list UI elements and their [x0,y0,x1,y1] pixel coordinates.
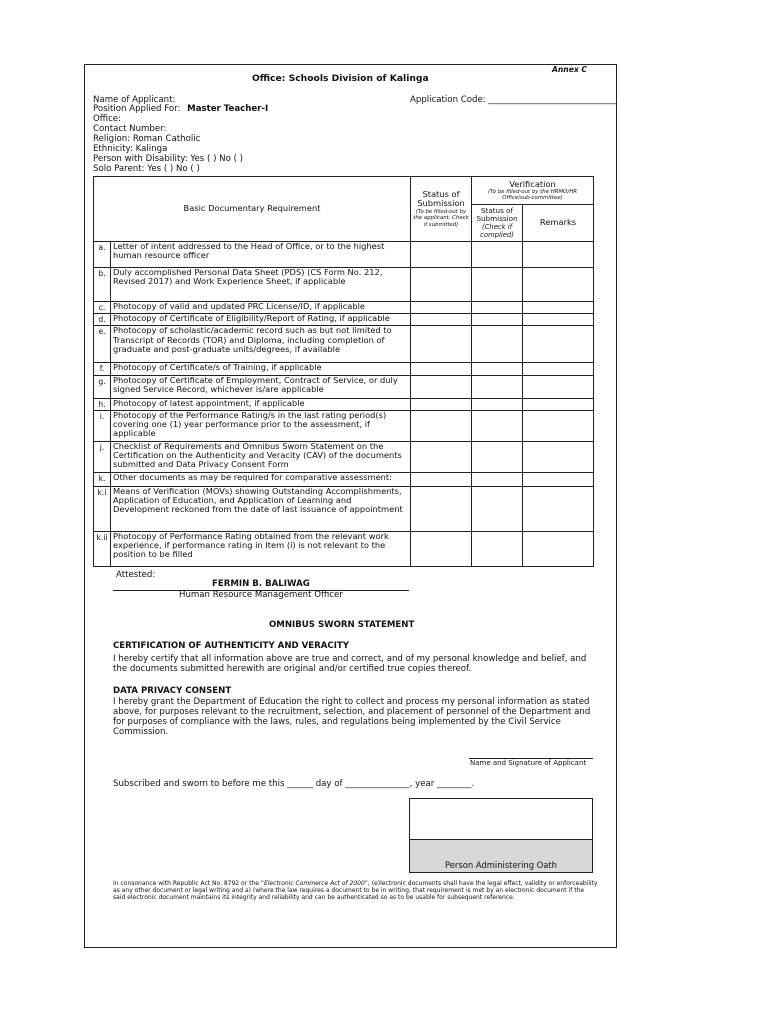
header-verification: Verification [509,178,556,189]
solo-parent-line: Solo Parent: Yes ( ) No ( ) [93,164,200,174]
requirement-letter: f. [94,363,111,375]
requirement-row [94,531,594,566]
requirement-row [94,410,594,441]
requirement-row [94,441,594,472]
attested-name: FERMIN B. BALIWAG [212,579,310,589]
verification-checkbox-cell[interactable] [472,302,523,314]
attested-label: Attested: [116,570,156,580]
remarks-cell[interactable] [523,268,594,302]
requirement-row [94,472,594,486]
header-verif-status: Status of Submission [476,206,518,223]
requirement-letter: g. [94,375,111,398]
status-checkbox-cell[interactable] [411,531,472,566]
requirements-body [94,242,594,567]
requirement-row [94,326,594,363]
remarks-cell[interactable] [523,375,594,398]
status-checkbox-cell[interactable] [411,375,472,398]
verification-checkbox-cell[interactable] [472,326,523,363]
footnote-suffix: ”, (e)lectronic documents shall have the legal effect, validity or enforceability as any other document or legal writing and a) (where the law requires a document to be in writing, that requirement is met by an electronic document if the said electronic document maintains its integrity and reliability and can be authenticated so as to be usable for subsequent reference. [113,880,598,902]
applicant-name-label: Name of Applicant: [93,95,176,105]
requirement-letter: c. [94,302,111,314]
ethnicity-line: Ethnicity: Kalinga [93,144,168,154]
requirement-letter: j. [94,441,111,472]
requirement-text: Checklist of Requirements and Omnibus Sworn Statement on the Certification on the Authenticity and Veracity (CAV) of the documents submitted and Data Privacy Consent Form [111,441,411,472]
pwd-line: Person with Disability: Yes ( ) No ( ) [93,154,244,164]
contact-label: Contact Number: [93,124,167,134]
requirement-letter: k.ii [94,531,111,566]
verification-checkbox-cell[interactable] [472,410,523,441]
status-checkbox-cell[interactable] [411,441,472,472]
status-checkbox-cell[interactable] [411,242,472,268]
remarks-cell[interactable] [523,398,594,410]
oath-label: Person Administering Oath [445,860,557,870]
remarks-cell[interactable] [523,410,594,441]
header-verif-status-note: (Check if complied) [480,223,514,239]
requirement-text: Photocopy of Certificate of Eligibility/Report of Rating, if applicable [111,314,411,326]
status-checkbox-cell[interactable] [411,314,472,326]
remarks-cell[interactable] [523,486,594,531]
requirement-text: Photocopy of Performance Rating obtained from the relevant work experience, if performance rating in Item (i) is not relevant to the position to be filled [111,531,411,566]
requirement-row [94,302,594,314]
requirement-text: Other documents as may be required for comparative assessment: [111,472,411,486]
header-remarks: Remarks [523,205,594,242]
header-verification-cell [472,177,594,205]
requirement-text: Photocopy of latest appointment, if applicable [111,398,411,410]
office-title: Office: Schools Division of Kalinga [252,73,429,84]
requirement-row [94,314,594,326]
status-checkbox-cell[interactable] [411,398,472,410]
requirement-letter: k.i [94,486,111,531]
office-label: Office: [93,114,121,124]
remarks-cell[interactable] [523,531,594,566]
requirement-letter: h. [94,398,111,410]
remarks-cell[interactable] [523,314,594,326]
remarks-cell[interactable] [523,326,594,363]
requirement-text: Photocopy of Certificate of Employment, Contract of Service, or duly signed Service Record, whichever is/are applicable [111,375,411,398]
status-checkbox-cell[interactable] [411,302,472,314]
header-status-note: (To be filled-out by the applicant. Check if submitted) [413,208,469,228]
position-applied [93,104,268,114]
requirement-row [94,375,594,398]
remarks-cell[interactable] [523,472,594,486]
verification-checkbox-cell[interactable] [472,242,523,268]
requirement-letter: e. [94,326,111,363]
footnote [113,880,598,902]
application-code: Application Code: ______________________________ [410,95,618,105]
verification-checkbox-cell[interactable] [472,472,523,486]
privacy-heading: DATA PRIVACY CONSENT [113,686,232,696]
verification-checkbox-cell[interactable] [472,375,523,398]
header-status-cell [411,177,472,242]
status-checkbox-cell[interactable] [411,326,472,363]
annex-label: Annex C [552,65,587,74]
requirement-text: Means of Verification (MOVs) showing Outstanding Accomplishments, Application of Education, and Application of Learning and Development reckoned from the date of last issuance of appointment [111,486,411,531]
position-value: Master Teacher-I [187,104,269,114]
status-checkbox-cell[interactable] [411,268,472,302]
religion-line: Religion: Roman Catholic [93,134,201,144]
status-checkbox-cell[interactable] [411,472,472,486]
status-checkbox-cell[interactable] [411,363,472,375]
oath-box-label-area [410,839,592,872]
privacy-text: I hereby grant the Department of Education the right to collect and process my personal information as stated above, for purposes relevant to the recruitment, selection, and placement of personnel of the Department and for purposes of compliance with the laws, rules, and regulations being implemented by the Civil Service Commission. [113,697,591,737]
header-verification-note: (To be filled-out by the HRMO/HR Office/sub-committee) [487,188,578,201]
verification-checkbox-cell[interactable] [472,441,523,472]
footnote-prefix: In consonance with Republic Act No. 8792 or the “ [113,880,264,887]
header-requirement: Basic Documentary Requirement [94,177,411,242]
requirement-letter: a. [94,242,111,268]
requirement-row [94,486,594,531]
applicant-signature-label: Name and Signature of Applicant [470,759,587,767]
status-checkbox-cell[interactable] [411,486,472,531]
requirement-letter: b. [94,268,111,302]
requirement-row [94,398,594,410]
cav-heading: CERTIFICATION OF AUTHENTICITY AND VERACITY [113,641,350,651]
remarks-cell[interactable] [523,441,594,472]
requirement-text: Photocopy of the Performance Rating/s in the last rating period(s) covering one (1) year performance prior to the assessment, if applicable [111,410,411,441]
requirement-text: Duly accomplished Personal Data Sheet (PDS) (CS Form No. 212, Revised 2017) and Work Experience Sheet, if applicable [111,268,411,302]
header-status: Status of Submission [417,188,465,209]
remarks-cell[interactable] [523,242,594,268]
header-verif-status-cell [472,205,523,242]
requirement-letter: k. [94,472,111,486]
remarks-cell[interactable] [523,363,594,375]
requirement-text: Photocopy of Certificate/s of Training, if applicable [111,363,411,375]
requirement-row [94,363,594,375]
omnibus-title: OMNIBUS SWORN STATEMENT [269,620,415,630]
verification-checkbox-cell[interactable] [472,531,523,566]
footnote-act: Electronic Commerce Act of 2000 [263,880,365,887]
requirement-row [94,242,594,268]
position-label: Position Applied For: [93,104,181,114]
oath-box [409,798,593,873]
requirements-table [93,176,594,567]
remarks-cell[interactable] [523,302,594,314]
verification-checkbox-cell[interactable] [472,486,523,531]
requirement-letter: i. [94,410,111,441]
requirement-letter: d. [94,314,111,326]
requirement-text: Letter of intent addressed to the Head of Office, or to the highest human resource officer [111,242,411,268]
requirement-row [94,268,594,302]
verification-checkbox-cell[interactable] [472,363,523,375]
status-checkbox-cell[interactable] [411,410,472,441]
cav-text: I hereby certify that all information above are true and correct, and of my personal knowledge and belief, and the documents submitted herewith are original and/or certified true copies thereof. [113,654,587,674]
attested-title: Human Resource Management Officer [179,590,343,600]
subscribed-line: Subscribed and sworn to before me this ______ day of _______________, year ________. [113,779,475,789]
requirement-text: Photocopy of scholastic/academic record such as but not limited to Transcript of Records (TOR) and Diploma, including completion of graduate and post-graduate units/degrees, if available [111,326,411,363]
verification-checkbox-cell[interactable] [472,398,523,410]
requirement-text: Photocopy of valid and updated PRC License/ID, if applicable [111,302,411,314]
verification-checkbox-cell[interactable] [472,314,523,326]
verification-checkbox-cell[interactable] [472,268,523,302]
